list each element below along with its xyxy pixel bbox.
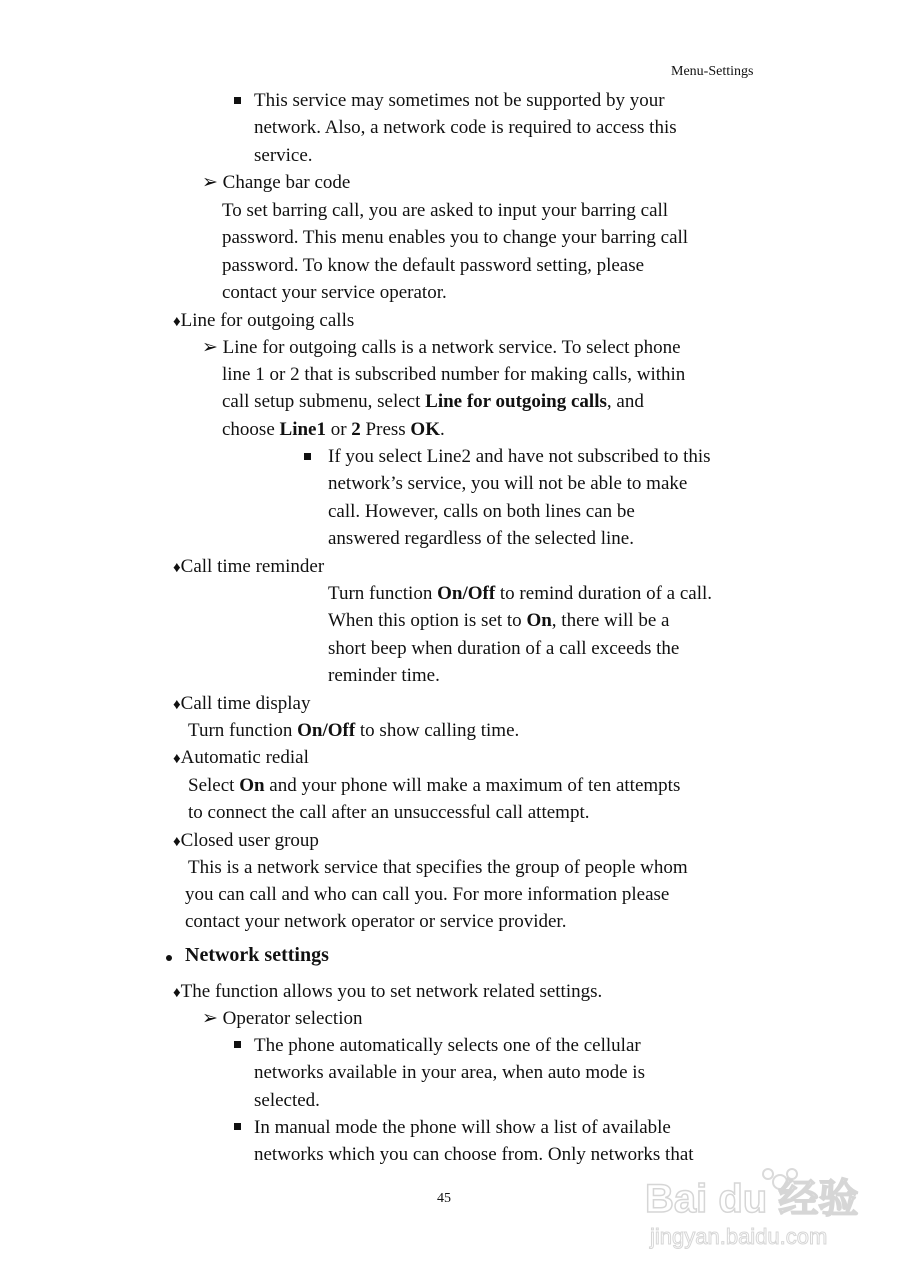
- network-settings-intro: ♦The function allows you to set network related settings.: [173, 981, 603, 1002]
- arrow-bullet-icon: ➢: [202, 172, 218, 193]
- text-line: answered regardless of the selected line.: [328, 528, 634, 550]
- text-line: networks which you can choose from. Only networks that: [254, 1144, 694, 1166]
- square-bullet-icon: [234, 1041, 241, 1048]
- automatic-redial-body: [188, 772, 680, 827]
- watermark-brand: Bai du 经验: [645, 1177, 859, 1221]
- text-line: call. However, calls on both lines can be: [328, 500, 635, 522]
- closed-user-group-body: [185, 881, 669, 936]
- dot-bullet-icon: [166, 955, 172, 961]
- text-line: choose Line1 or 2 Press OK.: [222, 418, 445, 440]
- operator-selection-heading: ➢ Operator selection: [202, 1008, 363, 1029]
- text-line: This service may sometimes not be supported by your: [254, 90, 665, 111]
- diamond-bullet-icon: ♦: [173, 697, 181, 713]
- text-line: Select On and your phone will make a maximum of ten attempts: [188, 775, 681, 796]
- call-time-display-heading: ♦Call time display: [173, 693, 311, 714]
- text-line: line 1 or 2 that is subscribed number for making calls, within: [222, 364, 686, 385]
- closed-user-group-heading: ♦Closed user group: [173, 830, 319, 851]
- text-line: you can call and who can call you. For more information please: [185, 884, 670, 905]
- line-outgoing-arrow-line: ➢ Line for outgoing calls is a network service. To select phone: [202, 337, 681, 358]
- text-line: to connect the call after an unsuccessful call attempt.: [188, 802, 590, 824]
- square-bullet-icon: [234, 1123, 241, 1130]
- line-outgoing-body: [222, 361, 685, 443]
- change-bar-code-body: [222, 197, 688, 307]
- text-line: This is a network service that specifies the group of people whom: [188, 857, 688, 878]
- text-line: Turn function On/Off to show calling time.: [188, 720, 520, 741]
- closed-user-group-line-1: [188, 854, 688, 881]
- text-line: selected.: [254, 1089, 320, 1111]
- text-line: contact your network operator or service provider.: [185, 911, 567, 933]
- call-time-reminder-heading: ♦Call time reminder: [173, 556, 325, 577]
- arrow-bullet-icon: ➢: [202, 1008, 218, 1029]
- watermark-url: jingyan.baidu.com: [650, 1224, 828, 1249]
- line-outgoing-note: [328, 443, 711, 553]
- automatic-redial-heading: ♦Automatic redial: [173, 747, 309, 768]
- line-outgoing-heading: ♦Line for outgoing calls: [173, 310, 355, 331]
- diamond-bullet-icon: ♦: [173, 985, 181, 1001]
- text-line: call setup submenu, select Line for outgoing calls, and: [222, 391, 644, 413]
- running-header: Menu-Settings: [671, 64, 754, 79]
- diamond-bullet-icon: ♦: [173, 314, 181, 330]
- square-bullet-icon: [304, 453, 311, 460]
- text-line: password. This menu enables you to change your barring call: [222, 227, 689, 249]
- manual-mode-note: [254, 1114, 694, 1169]
- network-settings-heading: Network settings: [185, 944, 329, 966]
- arrow-bullet-icon: ➢: [202, 337, 218, 358]
- text-line: When this option is set to On, there will be a: [328, 610, 670, 632]
- text-line: service.: [254, 144, 313, 166]
- change-bar-code-heading: ➢ Change bar code: [202, 172, 351, 193]
- text-line: In manual mode the phone will show a list of available: [254, 1117, 671, 1138]
- diamond-bullet-icon: ♦: [173, 834, 181, 850]
- text-line: network. Also, a network code is required to access this: [254, 117, 677, 139]
- text-line: reminder time.: [328, 665, 440, 687]
- call-time-reminder-body: [328, 580, 712, 690]
- text-line: The phone automatically selects one of the cellular: [254, 1035, 641, 1056]
- text-line: Turn function On/Off to remind duration of a call.: [328, 583, 713, 604]
- text-line: password. To know the default password setting, please: [222, 254, 645, 276]
- text-line: short beep when duration of a call exceeds the: [328, 637, 680, 659]
- diamond-bullet-icon: ♦: [173, 560, 181, 576]
- text-line: networks available in your area, when auto mode is: [254, 1062, 645, 1084]
- page-number: 45: [437, 1191, 451, 1206]
- change-bar-code-item: [202, 169, 350, 196]
- call-time-display-body: [188, 717, 519, 744]
- baidu-watermark: [640, 1160, 890, 1270]
- auto-mode-note: [254, 1032, 645, 1114]
- barring-note: [254, 87, 677, 169]
- square-bullet-icon: [234, 97, 241, 104]
- text-line: To set barring call, you are asked to input your barring call: [222, 200, 669, 221]
- text-line: contact your service operator.: [222, 282, 447, 304]
- baidu-logo-icon: [640, 1160, 890, 1270]
- text-line: If you select Line2 and have not subscribed to this: [328, 446, 711, 467]
- diamond-bullet-icon: ♦: [173, 751, 181, 767]
- text-line: network’s service, you will not be able to make: [328, 473, 688, 495]
